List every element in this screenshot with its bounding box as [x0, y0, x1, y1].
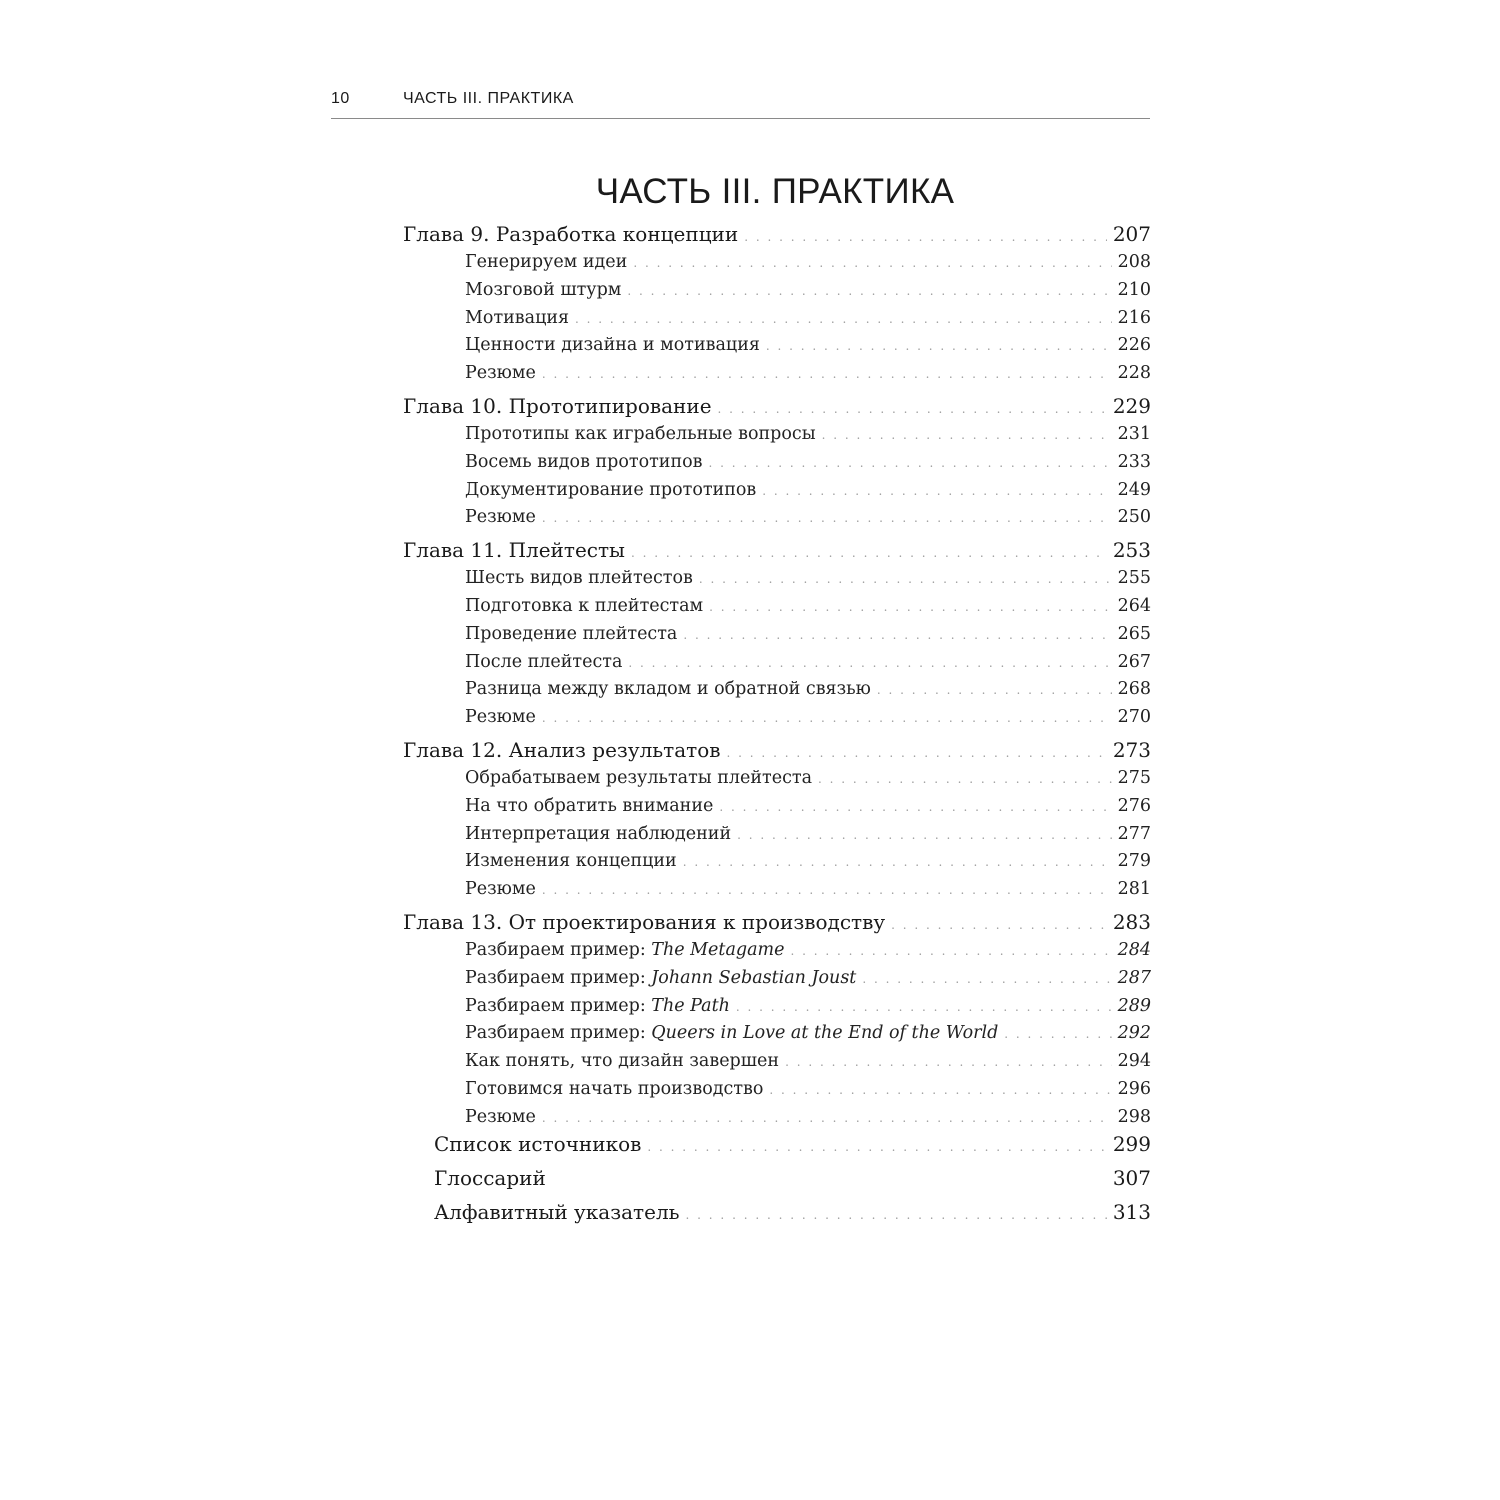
toc-entry-page: 207 — [1112, 222, 1151, 246]
toc-entry-page: 208 — [1117, 252, 1151, 272]
dot-leader — [628, 656, 1111, 670]
toc-entry-page: 307 — [1112, 1166, 1151, 1190]
toc-entry-label: Интерпретация наблюдений — [465, 824, 732, 844]
game-title: The Path — [651, 996, 730, 1016]
toc-entry-label: Прототипы как играбельные вопросы — [465, 424, 816, 444]
toc-entry-label: Шесть видов плейтестов — [465, 568, 693, 588]
toc-entry-label: Обрабатываем результаты плейтеста — [465, 768, 813, 788]
toc-index[interactable] — [434, 1200, 1151, 1224]
toc-entry-label — [465, 996, 730, 1016]
page-number: 10 — [331, 90, 350, 107]
toc-entry-label: Мозговой штурм — [465, 280, 622, 300]
toc-entry-label: Резюме — [465, 707, 536, 727]
toc-entry-page: 276 — [1117, 796, 1151, 816]
toc-entry-label: Резюме — [465, 363, 536, 383]
dot-leader — [790, 944, 1111, 958]
dot-leader — [709, 600, 1111, 614]
toc-entry-label: Мотивация — [465, 308, 570, 328]
toc-entry-label: Разница между вкладом и обратной связью — [465, 679, 871, 699]
toc-section[interactable] — [465, 424, 1151, 444]
toc-entry-page: 281 — [1117, 879, 1151, 899]
toc-entry-label — [465, 1023, 998, 1043]
game-title: Johann Sebastian Joust — [651, 968, 857, 988]
toc-glossary[interactable] — [434, 1166, 1151, 1190]
dot-leader — [683, 628, 1111, 642]
dot-leader — [877, 683, 1112, 697]
dot-leader — [542, 1111, 1112, 1125]
dot-leader — [822, 428, 1112, 442]
dot-leader — [785, 1055, 1112, 1069]
toc-entry-label: Список источников — [434, 1132, 642, 1156]
toc-entry-label: Генерируем идеи — [465, 252, 628, 272]
toc-section[interactable] — [465, 824, 1151, 844]
toc-entry-page: 250 — [1117, 507, 1151, 527]
dot-leader — [627, 284, 1111, 298]
toc-entry-page: 298 — [1117, 1107, 1151, 1127]
toc-entry-page: 275 — [1117, 768, 1151, 788]
dot-leader — [737, 828, 1111, 842]
dot-leader — [709, 456, 1112, 470]
toc-entry-label: Проведение плейтеста — [465, 624, 678, 644]
dot-leader — [719, 800, 1111, 814]
toc-entry-label: Глава 12. Анализ результатов — [403, 738, 721, 762]
dot-leader — [647, 1140, 1106, 1154]
toc-section[interactable] — [465, 796, 1151, 816]
toc-section[interactable] — [465, 1051, 1151, 1071]
toc-section[interactable] — [465, 507, 1151, 527]
toc-entry-label: Глава 10. Прототипирование — [403, 394, 712, 418]
dot-leader — [762, 484, 1111, 498]
dot-leader — [699, 572, 1112, 586]
toc-entry-label: Документирование прототипов — [465, 480, 757, 500]
toc-entry-label: Восемь видов прототипов — [465, 452, 703, 472]
toc-section[interactable] — [465, 624, 1151, 644]
dot-leader — [542, 711, 1112, 725]
toc-entry-page: 292 — [1117, 1023, 1151, 1043]
toc-chapter-9[interactable] — [403, 222, 1151, 246]
toc-entry-label: Готовимся начать производство — [465, 1079, 764, 1099]
dot-leader — [891, 918, 1107, 932]
dot-leader — [686, 1208, 1107, 1222]
toc-entry-page: 294 — [1117, 1051, 1151, 1071]
toc-section[interactable] — [465, 1107, 1151, 1127]
toc-section[interactable] — [465, 308, 1151, 328]
dot-leader — [736, 1000, 1112, 1014]
game-title: The Metagame — [651, 940, 785, 960]
toc-entry-page: 229 — [1112, 394, 1151, 418]
toc-entry-page: 216 — [1117, 308, 1151, 328]
toc-entry-label: Изменения концепции — [465, 851, 677, 871]
toc-chapter-12[interactable] — [403, 738, 1151, 762]
toc-entry-page: 253 — [1112, 538, 1151, 562]
toc-entry-page: 296 — [1117, 1079, 1151, 1099]
toc-entry-label — [465, 940, 784, 960]
toc-entry-page: 273 — [1112, 738, 1151, 762]
toc-entry-page: 210 — [1117, 280, 1151, 300]
dot-leader — [542, 511, 1112, 525]
toc-entry-page: 228 — [1117, 363, 1151, 383]
toc-entry-label: Глава 13. От проектирования к производству — [403, 910, 886, 934]
toc-entry-label: Глава 9. Разработка концепции — [403, 222, 739, 246]
toc-entry-page: 289 — [1117, 996, 1151, 1016]
case-study-prefix: Разбираем пример: — [465, 996, 652, 1016]
toc-entry-label: Резюме — [465, 1107, 536, 1127]
part-title: ЧАСТЬ III. ПРАКТИКА — [595, 172, 955, 211]
toc-section[interactable] — [465, 1079, 1151, 1099]
toc-section[interactable] — [465, 707, 1151, 727]
toc-section[interactable] — [465, 596, 1151, 616]
toc-section[interactable] — [465, 679, 1151, 699]
toc-entry-page: 313 — [1112, 1200, 1151, 1224]
toc-section[interactable] — [465, 280, 1151, 300]
toc-section-case-study[interactable] — [465, 940, 1151, 960]
toc-chapter-11[interactable] — [403, 538, 1151, 562]
dot-leader — [727, 746, 1107, 760]
dot-leader — [766, 339, 1112, 353]
toc-section[interactable] — [465, 480, 1151, 500]
dot-leader — [633, 256, 1111, 270]
toc-sources[interactable] — [434, 1132, 1151, 1156]
case-study-prefix: Разбираем пример: — [465, 1023, 652, 1043]
toc-entry-label: После плейтеста — [465, 652, 623, 672]
case-study-prefix: Разбираем пример: — [465, 968, 652, 988]
toc-entry-page: 231 — [1117, 424, 1151, 444]
toc-entry-page: 277 — [1117, 824, 1151, 844]
toc-entry-label — [465, 968, 856, 988]
game-title: Queers in Love at the End of the World — [651, 1023, 999, 1043]
toc-entry-label: Резюме — [465, 507, 536, 527]
toc-entry-label: Резюме — [465, 879, 536, 899]
toc-entry-label: Как понять, что дизайн завершен — [465, 1051, 780, 1071]
toc-section[interactable] — [465, 252, 1151, 272]
toc-entry-label: Алфавитный указатель — [434, 1200, 680, 1224]
toc-entry-page: 265 — [1117, 624, 1151, 644]
toc-entry-page: 233 — [1117, 452, 1151, 472]
dot-leader — [542, 883, 1112, 897]
toc-section[interactable] — [465, 568, 1151, 588]
toc-entry-label: Ценности дизайна и мотивация — [465, 335, 760, 355]
toc-entry-label: На что обратить внимание — [465, 796, 714, 816]
toc-section[interactable] — [465, 452, 1151, 472]
toc-chapter-10[interactable] — [403, 394, 1151, 418]
dot-leader — [1004, 1027, 1111, 1041]
toc-entry-label: Подготовка к плейтестам — [465, 596, 704, 616]
toc-entry-page: 283 — [1112, 910, 1151, 934]
toc-entry-page: 267 — [1117, 652, 1151, 672]
dot-leader — [862, 972, 1111, 986]
dot-leader — [683, 855, 1112, 869]
toc-entry-page: 255 — [1117, 568, 1151, 588]
dot-leader — [769, 1083, 1111, 1097]
toc-section-case-study[interactable] — [465, 996, 1151, 1016]
toc-entry-page: 287 — [1117, 968, 1151, 988]
dot-leader — [818, 772, 1112, 786]
toc-entry-page: 279 — [1117, 851, 1151, 871]
toc-entry-page: 284 — [1117, 940, 1151, 960]
toc-section[interactable] — [465, 768, 1151, 788]
toc-entry-page: 249 — [1117, 480, 1151, 500]
toc-section[interactable] — [465, 652, 1151, 672]
dot-leader — [575, 312, 1112, 326]
toc-section[interactable] — [465, 363, 1151, 383]
toc-section-case-study[interactable] — [465, 968, 1151, 988]
toc-entry-page: 264 — [1117, 596, 1151, 616]
toc-entry-page: 226 — [1117, 335, 1151, 355]
toc-entry-label: Глоссарий — [434, 1166, 546, 1190]
toc-section[interactable] — [465, 851, 1151, 871]
toc-section-case-study[interactable] — [465, 1023, 1151, 1043]
dot-leader — [718, 402, 1107, 416]
toc-chapter-13[interactable] — [403, 910, 1151, 934]
toc-entry-page: 270 — [1117, 707, 1151, 727]
dot-leader — [744, 230, 1107, 244]
toc-entry-label: Глава 11. Плейтесты — [403, 538, 625, 562]
dot-leader — [631, 546, 1107, 560]
toc-entry-page: 268 — [1117, 679, 1151, 699]
toc-section[interactable] — [465, 879, 1151, 899]
case-study-prefix: Разбираем пример: — [465, 940, 652, 960]
toc-entry-page: 299 — [1112, 1132, 1151, 1156]
toc-section[interactable] — [465, 335, 1151, 355]
dot-leader — [542, 367, 1112, 381]
running-head-title: ЧАСТЬ III. ПРАКТИКА — [403, 90, 574, 107]
